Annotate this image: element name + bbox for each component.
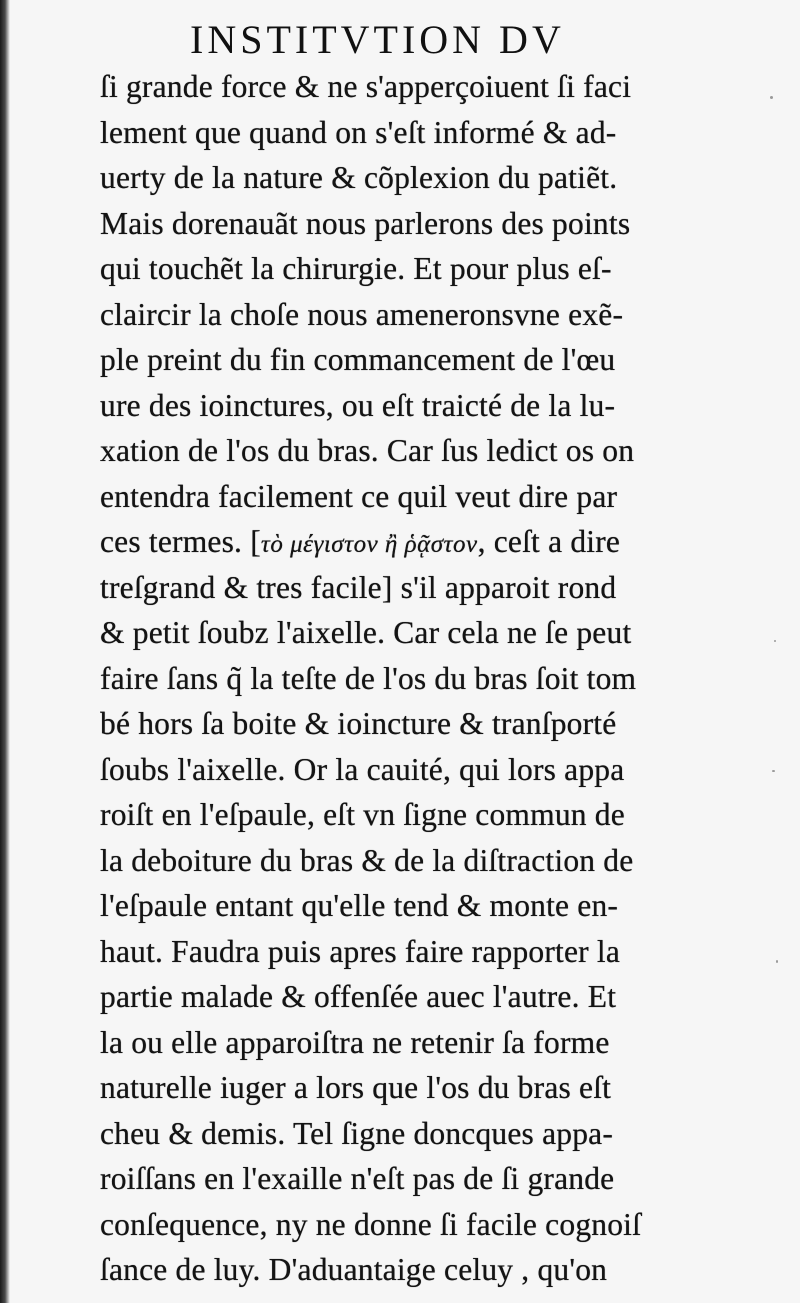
text-line: haut. Faudra puis apres faire rapporter la (100, 933, 621, 969)
text-line: roiſt en l'eſpaule, eſt vn ſigne commun de (100, 797, 625, 832)
text-line-with-greek (100, 519, 760, 565)
text-line: bé hors ſa boite & ioincture & tranſporté (100, 706, 617, 741)
text-line: ſance de luy. D'aduantaige celuy , qu'on (100, 1252, 608, 1287)
text-line: faire ſans q̃ la teſte de l'os du bras ſoit tom (100, 660, 637, 696)
greek-quotation: τὸ μέγιστον ἢ ῥᾷστον (260, 531, 478, 558)
text-line: partie malade & offenſée auec l'autre. Et (100, 979, 617, 1014)
text-line: ſi grande force & ne s'apperçoiuent ſi faci (100, 69, 632, 104)
text-line: ure des ioinctures, ou eſt traicté de la lu- (100, 387, 616, 423)
scan-speck (770, 96, 773, 99)
text-line: Mais dorenauãt nous parlerons des points (100, 205, 631, 241)
text-line: qui touchẽt la chirurgie. Et pour plus eſ- (100, 251, 612, 286)
body-text (100, 64, 760, 1293)
text-line: cheu & demis. Tel ſigne doncques appa- (100, 1115, 614, 1151)
text-line: entendra facilement ce quil veut dire par (100, 478, 618, 514)
text-fragment: , ceſt a dire (477, 524, 621, 559)
text-line: l'eſpaule entant qu'elle tend & monte en- (100, 888, 619, 923)
text-line: lement que quand on s'eſt informé & ad- (100, 114, 617, 150)
text-line: claircir la choſe nous ameneronsvne exẽ- (100, 296, 624, 332)
text-line: la ou elle apparoiſtra ne retenir ſa forme (100, 1024, 610, 1060)
text-line: naturelle iuger a lors que l'os du bras eſt (100, 1070, 612, 1105)
text-line: conſequence, ny ne donne ſi facile cognoiſ (100, 1206, 642, 1242)
page-gutter-shadow (0, 0, 10, 1303)
text-line: & petit ſoubz l'aixelle. Car cela ne ſe peut (100, 615, 632, 650)
text-line: treſgrand & tres facile] s'il apparoit rond (100, 569, 617, 605)
text-line: la deboiture du bras & de la diſtraction de (100, 842, 634, 878)
scan-speck (774, 640, 776, 642)
text-line: roiſſans en l'exaille n'eſt pas de ſi grande (100, 1161, 615, 1196)
text-line: uerty de la nature & cõplexion du patiẽt. (100, 160, 618, 195)
scan-speck (776, 960, 778, 963)
text-fragment: ces termes. [ (100, 524, 261, 559)
text-line: ſoubs l'aixelle. Or la cauité, qui lors appa (100, 751, 625, 787)
text-line: xation de l'os du bras. Car ſus ledict os on (100, 433, 635, 468)
scan-speck (772, 770, 775, 772)
text-line: ple preint du fin commancement de l'œu (100, 342, 616, 377)
running-head: INSTITVTION DV (190, 17, 565, 62)
